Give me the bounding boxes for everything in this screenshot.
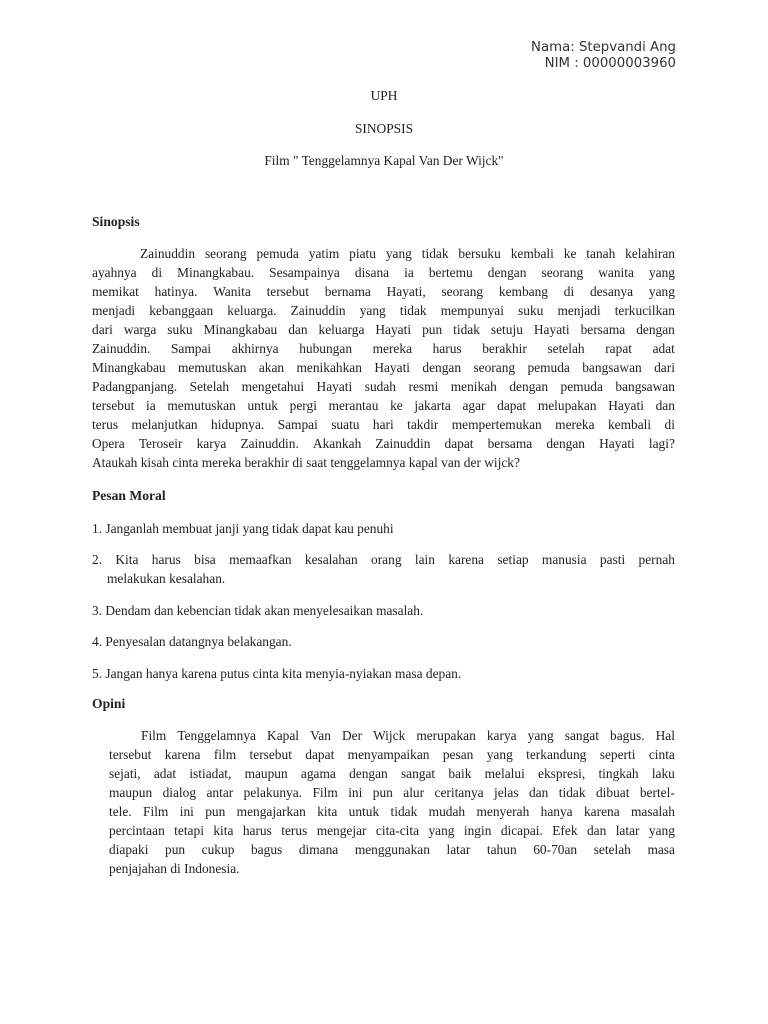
sinopsis-line: menjadi kebanggaan keluarga. Zainuddin yang tidak mempunyai suku menjadi terkucilkan: [92, 303, 675, 318]
moral-item: [92, 664, 675, 683]
moral-item: [92, 601, 675, 620]
sinopsis-line: Zainuddin seorang pemuda yatim piatu yang tidak bersuku kembali ke tanah kelahiran: [140, 246, 675, 261]
author-info: [531, 40, 676, 72]
sinopsis-line: memikat hatinya. Wanita tersebut bernama Hayati, seorang kembang di desanya yang: [92, 284, 675, 299]
moral-item-continuation: melakukan kesalahan.: [107, 571, 226, 586]
institution-title: UPH: [370, 88, 398, 103]
sinopsis-line: Opera Teroseir karya Zainuddin. Akankah Zainuddin dapat bersama dengan Hayati lagi?: [92, 436, 675, 451]
film-title: Film " Tenggelamnya Kapal Van Der Wijck": [264, 153, 504, 168]
author-name: Nama: Stepvandi Ang: [531, 40, 676, 55]
moral-item-text: 5. Jangan hanya karena putus cinta kita menyia-nyiakan masa depan.: [92, 666, 462, 681]
moral-item: [92, 550, 675, 588]
sinopsis-line: Zainuddin. Sampai akhirnya hubungan mereka harus berakhir setelah rapat adat: [92, 341, 675, 356]
sinopsis-heading: Sinopsis: [92, 214, 140, 229]
sinopsis-line: terus melanjutkan hidupnya. Sampai suatu hari takdir mempertemukan mereka kembali di: [92, 417, 675, 432]
sinopsis-line: tersebut ia memutuskan untuk pergi merantau ke jakarta agar dapat melupakan Hayati dan: [92, 398, 675, 413]
opini-line: sejati, adat istiadat, maupun agama dengan sangat baik melalui ekspresi, tingkah laku: [109, 766, 675, 781]
sinopsis-line: dari warga suku Minangkabau dan keluarga Hayati pun tidak setuju Hayati bersama dengan: [92, 322, 675, 337]
document-type-title: SINOPSIS: [354, 121, 414, 136]
opini-heading: Opini: [92, 696, 126, 711]
sinopsis-line: ayahnya di Minangkabau. Sesampainya disana ia bertemu dengan seorang wanita yang: [92, 265, 675, 280]
opini-line: penjajahan di Indonesia.: [109, 861, 240, 876]
opini-line: maupun dialog antar pelakunya. Film ini pun alur ceritanya jelas dan tidak dibuat bertel-: [109, 785, 675, 800]
sinopsis-line: Minangkabau memutuskan akan menikahkan Hayati dengan seorang pemuda bangsawan dari: [92, 360, 675, 375]
moral-item-text: 2. Kita harus bisa memaafkan kesalahan orang lain karena setiap manusia pasti pernah: [92, 552, 675, 567]
author-nim: NIM : 00000003960: [544, 56, 676, 71]
sinopsis-line: Padangpanjang. Setelah mengetahui Hayati sudah resmi menikah dengan pemuda bangsawan: [92, 379, 675, 394]
opini-line: tersebut karena film tersebut dapat menyampaikan pesan yang terkandung seperti cinta: [109, 747, 675, 762]
sinopsis-paragraph: [92, 244, 675, 472]
moral-item-text: 4. Penyesalan datangnya belakangan.: [92, 634, 292, 649]
opini-line: Film Tenggelamnya Kapal Van Der Wijck merupakan karya yang sangat bagus. Hal: [141, 728, 675, 743]
opini-line: diapaki pun cukup bagus dimana menggunakan latar tahun 60-70an setelah masa: [109, 842, 675, 857]
moral-item: [92, 519, 675, 538]
opini-paragraph: [109, 726, 675, 878]
moral-item-text: 1. Janganlah membuat janji yang tidak dapat kau penuhi: [92, 521, 394, 536]
moral-item: [92, 632, 675, 651]
pesan-moral-heading: Pesan Moral: [92, 488, 166, 503]
sinopsis-line: Ataukah kisah cinta mereka berakhir di saat tenggelamnya kapal van der wijck?: [92, 455, 520, 470]
opini-line: tele. Film ini pun mengajarkan kita untuk tidak mudah menyerah hanya karena masalah: [109, 804, 675, 819]
opini-line: percintaan tetapi kita harus terus mengejar cita-cita yang ingin dicapai. Efek dan latar yang: [109, 823, 675, 838]
moral-item-text: 3. Dendam dan kebencian tidak akan menyelesaikan masalah.: [92, 603, 424, 618]
